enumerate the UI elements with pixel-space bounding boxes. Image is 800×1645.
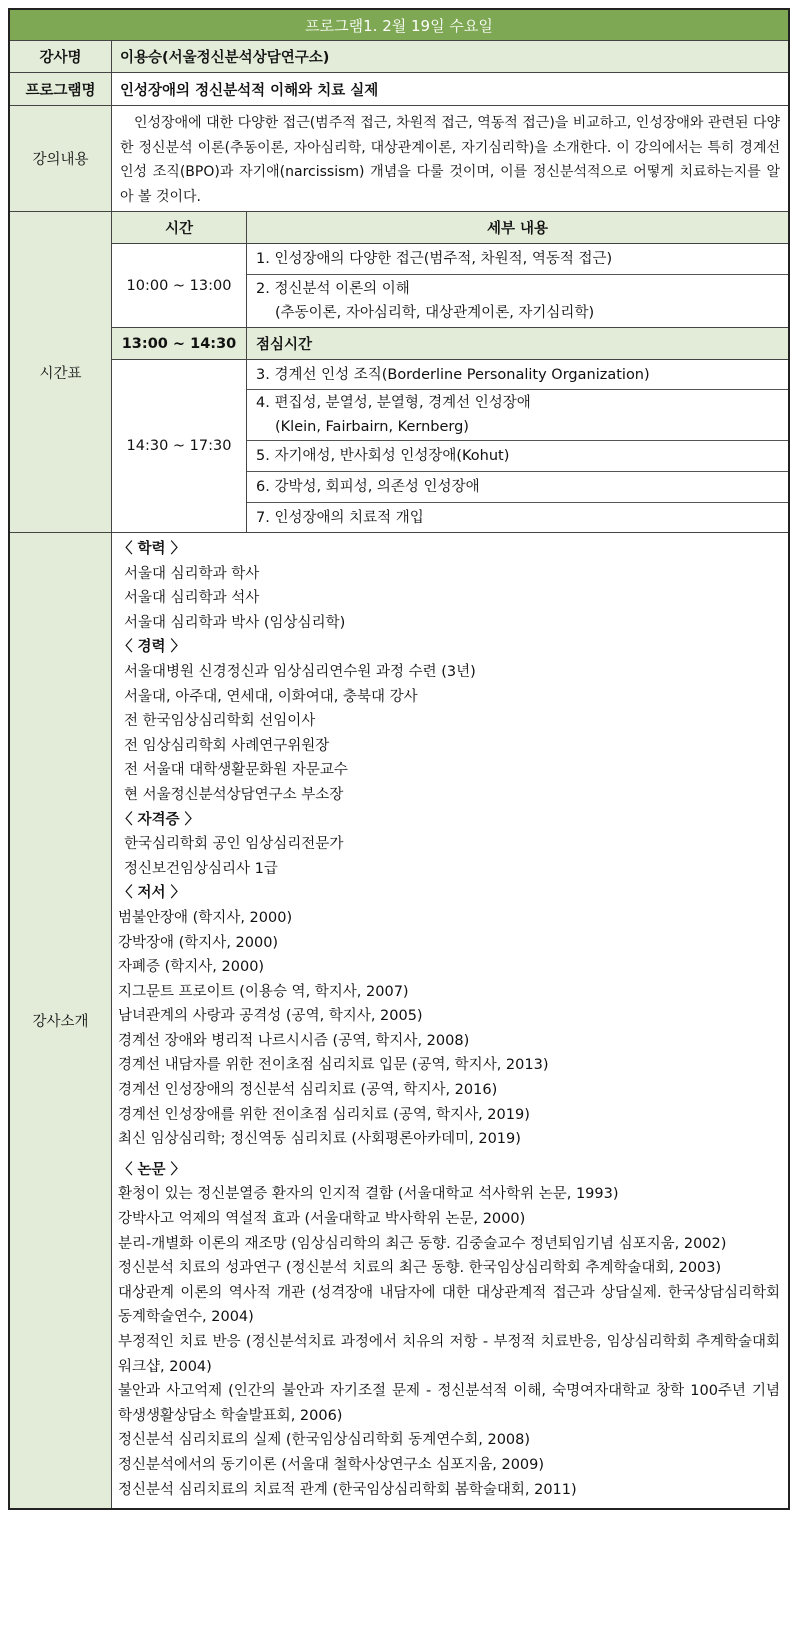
program-row xyxy=(10,72,788,105)
bio-item: 서울대, 아주대, 연세대, 이화여대, 충북대 강사 xyxy=(124,688,418,705)
schedule-block-lunch xyxy=(112,327,788,359)
schedule-header xyxy=(112,212,788,243)
bio-section-title: 〈 경력 〉 xyxy=(118,639,186,656)
bio-item: 부정적인 치료 반응 (정신분석치료 과정에서 치유의 저항 - 부정적 치료반응, 임상심리학회 추계학술대회 워크샵, 2004) xyxy=(118,1334,780,1375)
bio-item: 경계선 인성장애의 정신분석 심리치료 (공역, 학지사, 2016) xyxy=(118,1082,498,1099)
bio-item: 한국심리학회 공인 임상심리전문가 xyxy=(124,836,344,853)
schedule-row xyxy=(10,211,788,532)
bio-item: 서울대병원 신경정신과 임상심리연수원 과정 수련 (3년) xyxy=(124,663,476,680)
col-time-header: 시간 xyxy=(112,212,247,243)
bio-item: 정신분석 심리치료의 실제 (한국임상심리학회 동계연수회, 2008) xyxy=(118,1432,531,1449)
schedule-item xyxy=(247,244,788,274)
description-row xyxy=(10,105,788,211)
block-time: 13:00 ~ 14:30 xyxy=(112,328,247,359)
item-subtext: (추동이론, 자아심리학, 대상관계이론, 자기심리학) xyxy=(275,305,595,321)
block-time: 14:30 ~ 17:30 xyxy=(112,360,247,532)
bio-item: 강박장애 (학지사, 2000) xyxy=(118,934,279,951)
bio-item: 경계선 인성장애를 위한 전이초점 심리치료 (공역, 학지사, 2019) xyxy=(118,1106,530,1123)
schedule-block-afternoon xyxy=(112,359,788,532)
program-value: 인성장애의 정신분석적 이해와 치료 실제 xyxy=(112,73,788,105)
program-table xyxy=(8,8,790,1510)
bio-item: 정신분석에서의 동기이론 (서울대 철학사상연구소 심포지움, 2009) xyxy=(118,1456,545,1473)
instructor-row xyxy=(10,40,788,72)
bio-section-title: 〈 저서 〉 xyxy=(118,885,186,902)
bio-item: 전 서울대 대학생활문화원 자문교수 xyxy=(124,762,348,779)
bio-section-title: 〈 자격증 〉 xyxy=(118,811,200,828)
item-text: 7. 인성장애의 치료적 개입 xyxy=(256,509,424,526)
schedule-table xyxy=(112,212,788,532)
program-header: 프로그램1. 2월 19일 수요일 xyxy=(10,10,788,40)
bio-item: 환청이 있는 정신분열증 환자의 인지적 결함 (서울대학교 석사학위 논문, 1993) xyxy=(118,1186,619,1203)
description-body xyxy=(112,106,788,211)
item-subtext: (Klein, Fairbairn, Kernberg) xyxy=(275,419,469,435)
schedule-item xyxy=(247,471,788,502)
description-label: 강의내용 xyxy=(10,106,112,211)
item-text: 1. 인성장애의 다양한 접근(범주적, 차원적, 역동적 접근) xyxy=(256,251,613,267)
bio-item: 불안과 사고억제 (인간의 불안과 자기조절 문제 - 정신분석적 이해, 숙명여자대학교 창학 100주년 기념 학생생활상담소 학술발표회, 2006) xyxy=(118,1383,780,1424)
bio-section-title: 〈 학력 〉 xyxy=(118,541,186,557)
bio-item: 서울대 심리학과 학사 xyxy=(124,565,260,582)
bio-section-title: 〈 논문 〉 xyxy=(118,1161,186,1178)
schedule-item xyxy=(247,502,788,532)
instructor-label: 강사명 xyxy=(10,41,112,72)
bio-label: 강사소개 xyxy=(10,533,112,1508)
bio-item: 정신보건임상심리사 1급 xyxy=(124,860,278,877)
col-detail-header: 세부 내용 xyxy=(486,221,549,237)
schedule-item xyxy=(247,440,788,471)
program-label: 프로그램명 xyxy=(10,73,112,105)
schedule-label: 시간표 xyxy=(10,212,112,532)
item-text: 6. 강박성, 회피성, 의존성 인성장애 xyxy=(256,479,480,495)
schedule-item xyxy=(247,360,788,389)
bio-item: 정신분석 심리치료의 치료적 관계 (한국임상심리학회 봄학술대회, 2011) xyxy=(118,1481,577,1498)
schedule-block-morning xyxy=(112,243,788,327)
bio-item: 지그문트 프로이트 (이용승 역, 학지사, 2007) xyxy=(118,983,409,1000)
bio-row xyxy=(10,532,788,1508)
schedule-item xyxy=(247,389,788,440)
bio-item: 최신 임상심리학; 정신역동 심리치료 (사회평론아카데미, 2019) xyxy=(118,1131,521,1148)
schedule-item xyxy=(247,274,788,327)
instructor-value: 이용승(서울정신분석상담연구소) xyxy=(120,50,330,66)
bio-item: 서울대 심리학과 박사 (임상심리학) xyxy=(124,614,346,631)
item-text: 2. 정신분석 이론의 이해 xyxy=(256,281,410,297)
block-items xyxy=(247,360,788,532)
bio-item: 경계선 내담자를 위한 전이초점 심리치료 입문 (공역, 학지사, 2013) xyxy=(118,1057,549,1074)
bio-body xyxy=(112,533,788,1508)
bio-item: 현 서울정신분석상담연구소 부소장 xyxy=(124,786,344,803)
block-time: 10:00 ~ 13:00 xyxy=(112,244,247,327)
item-text: 4. 편집성, 분열성, 분열형, 경계선 인성장애 xyxy=(256,395,531,411)
block-items xyxy=(247,244,788,327)
bio-item: 전 임상심리학회 사례연구위원장 xyxy=(124,737,330,754)
bio-item: 정신분석 치료의 성과연구 (정신분석 치료의 최근 동향. 한국임상심리학회 추계학술대회, 2003) xyxy=(118,1260,722,1277)
description-text: 인성장애에 대한 다양한 접근(범주적 접근, 차원적 접근, 역동적 접근)을 비교하고, 인성장애와 관련된 다양한 정신분석 이론(추동이론, 자아심리학, 대상관계이론, 자기심리학)을 소개한다. 이 강의에서는 특히 경계선 인성 조직(BPO)과 자기애(narcissism) 개념을 다룰 것이며, 이를 정신분석적으로 어떻게 치료하는지를 알아 볼 것이다. xyxy=(120,115,780,205)
bio-item: 남녀관계의 사랑과 공격성 (공역, 학지사, 2005) xyxy=(118,1008,423,1025)
item-text: 5. 자기애성, 반사회성 인성장애(Kohut) xyxy=(256,448,510,464)
bio-item: 범불안장애 (학지사, 2000) xyxy=(118,909,293,926)
bio-item: 대상관계 이론의 역사적 개관 (성격장애 내담자에 대한 대상관계적 접근과 상담실제. 한국상담심리학회 동계학술연수, 2004) xyxy=(118,1284,780,1326)
bio-item: 분리-개별화 이론의 재조망 (임상심리학의 최근 동향. 김중술교수 정년퇴임기념 심포지움, 2002) xyxy=(118,1235,727,1252)
bio-item: 자폐증 (학지사, 2000) xyxy=(118,959,265,976)
bio-item: 서울대 심리학과 석사 xyxy=(124,590,260,607)
item-text: 3. 경계선 인성 조직(Borderline Personality Organization) xyxy=(256,366,650,383)
bio-item: 강박사고 억제의 역설적 효과 (서울대학교 박사학위 논문, 2000) xyxy=(118,1211,526,1228)
bio-item: 전 한국임상심리학회 선임이사 xyxy=(124,713,316,730)
bio-item: 경계선 장애와 병리적 나르시시즘 (공역, 학지사, 2008) xyxy=(118,1032,470,1049)
lunch-label: 점심시간 xyxy=(256,337,313,353)
